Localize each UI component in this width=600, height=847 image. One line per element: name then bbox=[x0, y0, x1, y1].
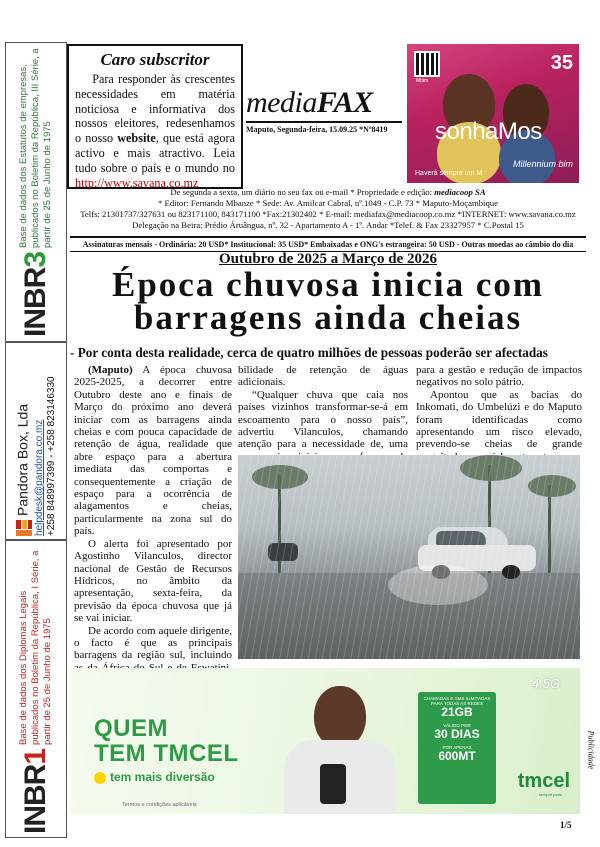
pandora-phone: +258 848997399 - +258 823146330 bbox=[46, 376, 57, 536]
inbr1-logo: INBR1 bbox=[19, 748, 52, 834]
millennium-bim-ad[interactable] bbox=[407, 44, 579, 183]
dateline: Maputo, Segunda-feira, 15.09.25 *Nº8419 bbox=[246, 125, 388, 134]
article-paragraph: (Maputo) A época chuvosa 2025-2025, a decorrer entre Outubro deste ano e finais de Março do próximo ano deverá iniciar com as barragens ainda cheias e com pouca capacidade de retenção de água, realidade que abre espaço para a abertura imediata das comportas e consequentemente a criação de espaço para a ocorrência de alagamentos e cheias, particularmente na zona sul do país. bbox=[74, 364, 232, 538]
editor-line: * Editor: Fernando Mbanze * Sede: Av. Amilcar Cabral, nº.1049 - C.P. 73 * Maputo-Moçambique bbox=[158, 198, 498, 208]
man-with-phone bbox=[270, 668, 410, 814]
article-column-3 bbox=[416, 364, 582, 463]
left-sidebar bbox=[5, 42, 67, 838]
subscriber-title: Caro subscritor bbox=[100, 50, 210, 69]
publisher-name: mediacoop SA bbox=[434, 187, 486, 197]
article-subheadline: - Por conta desta realidade, cerca de quatro milhões de pessoas poderão ser afectadas bbox=[70, 345, 548, 360]
inbr1-description: Base de dados dos Diplomas Legais publicados no Boletim da República, I Série, a partir de 25 de Junho de 1975 bbox=[18, 550, 53, 745]
ad-slogan: sonhaMos bbox=[435, 118, 542, 145]
article-headline: Época chuvosa inicia com barragens ainda cheias bbox=[111, 265, 545, 337]
inbr3-ad[interactable] bbox=[5, 42, 67, 342]
inbr3-description: Base de dados dos Estatutos de empresas, publicados no Boletim da República, III Série, a partir de 25 de Junho de 1975 bbox=[18, 48, 53, 248]
article-paragraph: para a gestão e redução de impactos negativos no solo pátrio. bbox=[416, 364, 582, 389]
rain-overlay bbox=[238, 455, 580, 659]
tmcel-logo-tagline: sempre junto bbox=[538, 792, 562, 797]
pandora-box-icon bbox=[14, 520, 34, 536]
tmcel-logo: tmcel bbox=[517, 770, 570, 792]
qr-code-icon[interactable] bbox=[414, 51, 440, 77]
phone-icon bbox=[320, 764, 346, 804]
beira-line: Delegação na Beira: Prédio Áruângua, nº. 32 - Apartamento A - 1º. Andar *Telef. & Fax 23327957 * C.Postal 15 bbox=[132, 220, 524, 230]
subscriber-body: Para responder às crescentes necessidades em matéria noticiosa e informativa dos nossos eleitores, redesenhamos o nosso website, que está agora activo e mais atractivo. Leia tudo sobre o país e o mundo no http://www.savana.co.mz bbox=[75, 72, 236, 190]
anniversary-badge: 35 bbox=[550, 52, 573, 74]
article-column-1 bbox=[74, 364, 232, 711]
tmcel-fineprint: Termos e condições aplicáveis bbox=[122, 802, 197, 808]
article-paragraph: “Qualquer chuva que caia nos países vizinhos transformar-se-á em escoamento para o nosso país”, advertiu Vilanculos, chamando atenção para a necessidade de, uma bbox=[238, 388, 408, 451]
pandora-box-ad[interactable] bbox=[5, 342, 67, 540]
subscriber-notice bbox=[67, 44, 243, 189]
masthead-rule bbox=[246, 121, 402, 123]
tmcel-ad[interactable] bbox=[70, 668, 580, 814]
tmcel-headline: QUEM TEM TMCEL bbox=[94, 715, 239, 767]
page-number: 1/5 bbox=[560, 820, 572, 830]
publication-info: De segunda a sexta, um diário no seu fax ou e-mail * Propriedade e edição: mediacoop SA * Editor: Fernando Mbanze * Sede: Av. Amilcar Cabral, nº.1049 - C.P. 73 * Maputo-Moçambique Telfs: 21301737/327631 ou 823171100, 843171100 *Fax:21302402 * E-mail: mediafax@mediacoop.co.mz *INTERNET: www.savana.co.mz Delegação na Beira: Prédio Áruângua, nº. 32 - Apartamento A - 1º. Andar *Telef. & Fax 23327957 * C.Postal 15 bbox=[70, 187, 586, 231]
article-paragraph: De acordo com aquele dirigente, o facto é que as principais barragens da região sul, incluindo bbox=[74, 624, 232, 662]
advertising-label: Publicidade bbox=[586, 730, 596, 770]
contacts-line: Telfs: 21301737/327631 ou 823171100, 843171100 *Fax:21302402 * E-mail: mediafax@mediacoop.co.mz *INTERNET: www.savana.co.mz bbox=[80, 209, 576, 219]
smiley-icon bbox=[94, 772, 106, 784]
network-badge: 4.5G bbox=[531, 676, 560, 691]
savana-website-link[interactable]: http://www.savana.co.mz bbox=[75, 175, 199, 190]
millennium-logo: Millennium bim bbox=[512, 159, 573, 169]
article-kicker: Outubro de 2025 a Março de 2026 bbox=[218, 251, 438, 267]
pandora-email-link[interactable]: helpdesk@pandora.co.mz bbox=[34, 419, 45, 536]
ad-tagline: Haverá sempre um M bbox=[415, 170, 483, 177]
tmcel-offer-panel: CHAMADAS E SMS ILIMITADAS PARA TODAS AS REDES 21GB VÁLIDO POR 30 DIAS POR APENAS 600MT bbox=[418, 692, 496, 804]
inbr3-logo: INBR3 bbox=[19, 251, 52, 337]
flooded-street-photo bbox=[238, 455, 580, 659]
inbr3-ad-content bbox=[18, 47, 54, 337]
inbr1-ad[interactable] bbox=[5, 540, 67, 838]
masthead bbox=[246, 86, 402, 134]
article-paragraph: O alerta foi apresentado por Agostinho Vilanculos, director nacional de Gestão de Recursos Hídricos, no âmbito da apresentação, sexta-feira, da previsão da época chuvosa que já se vai iniciar. bbox=[74, 537, 232, 625]
article-paragraph: Apontou que as bacias do Inkomati, do Umbelúzi e do Maputo foram identificadas como apresentando um risco elevado, prevendo-se cheias de grande bbox=[416, 388, 582, 451]
tmcel-subtitle: tem mais diversão bbox=[94, 770, 215, 784]
mediafax-logo: mediaFAX bbox=[246, 86, 373, 119]
article-paragraph: bilidade de retenção de águas adicionais. bbox=[238, 364, 408, 389]
pandora-logo: Pandora Box, Lda bbox=[14, 376, 34, 536]
qr-label: Mbim bbox=[416, 78, 429, 84]
subscription-prices: Assinaturas mensais - Ordinária: 20 USD* Institucional: 35 USD* Embaixadas e ONG's estrangeira: 50 USD - Outras moedas ao câmbio do dia bbox=[70, 236, 586, 252]
